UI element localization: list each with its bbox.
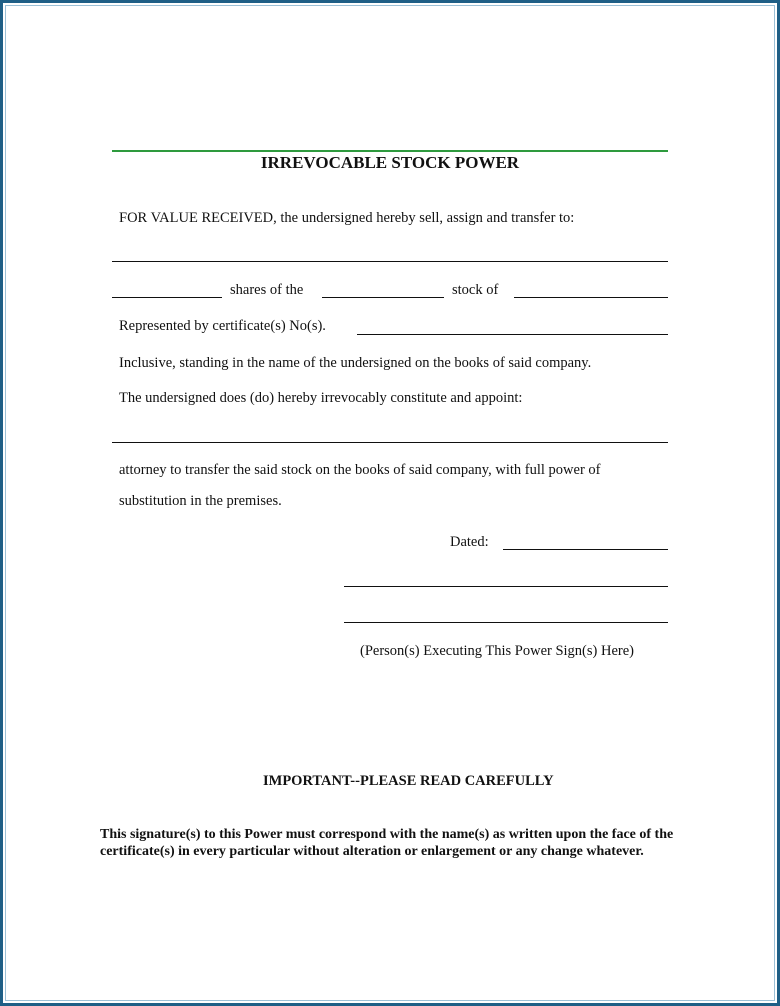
page-title: IRREVOCABLE STOCK POWER [260, 153, 520, 172]
stock-class-field[interactable] [322, 297, 444, 298]
signature-notice: This signature(s) to this Power must correspond with the name(s) as written upon the face of the certificate(s) in every particular without alteration or enlargement or any change whatever. [100, 827, 674, 859]
signature-line-1[interactable] [344, 586, 668, 587]
inclusive-text: Inclusive, standing in the name of the undersigned on the books of said company. [119, 355, 592, 371]
intro-text: FOR VALUE RECEIVED, the undersigned hereby sell, assign and transfer to: [119, 210, 575, 226]
certificate-number-field[interactable] [357, 334, 668, 335]
attorney-name-field[interactable] [112, 442, 668, 443]
certificate-label: Represented by certificate(s) No(s). [119, 318, 326, 334]
signature-caption: (Person(s) Executing This Power Sign(s) Here) [360, 643, 634, 659]
attorney-text-line2: substitution in the premises. [119, 493, 282, 509]
dated-label: Dated: [450, 534, 489, 550]
signature-line-2[interactable] [344, 622, 668, 623]
title-divider [112, 150, 668, 152]
shares-count-field[interactable] [112, 297, 222, 298]
date-field[interactable] [503, 549, 668, 550]
transferee-field[interactable] [112, 261, 668, 262]
attorney-text-line1: attorney to transfer the said stock on the books of said company, with full power of [119, 462, 601, 478]
shares-of-the-label: shares of the [230, 282, 304, 298]
stock-of-label: stock of [452, 282, 499, 298]
appoint-text: The undersigned does (do) hereby irrevocably constitute and appoint: [119, 390, 523, 406]
company-name-field[interactable] [514, 297, 668, 298]
important-heading: IMPORTANT--PLEASE READ CAREFULLY [263, 773, 554, 789]
